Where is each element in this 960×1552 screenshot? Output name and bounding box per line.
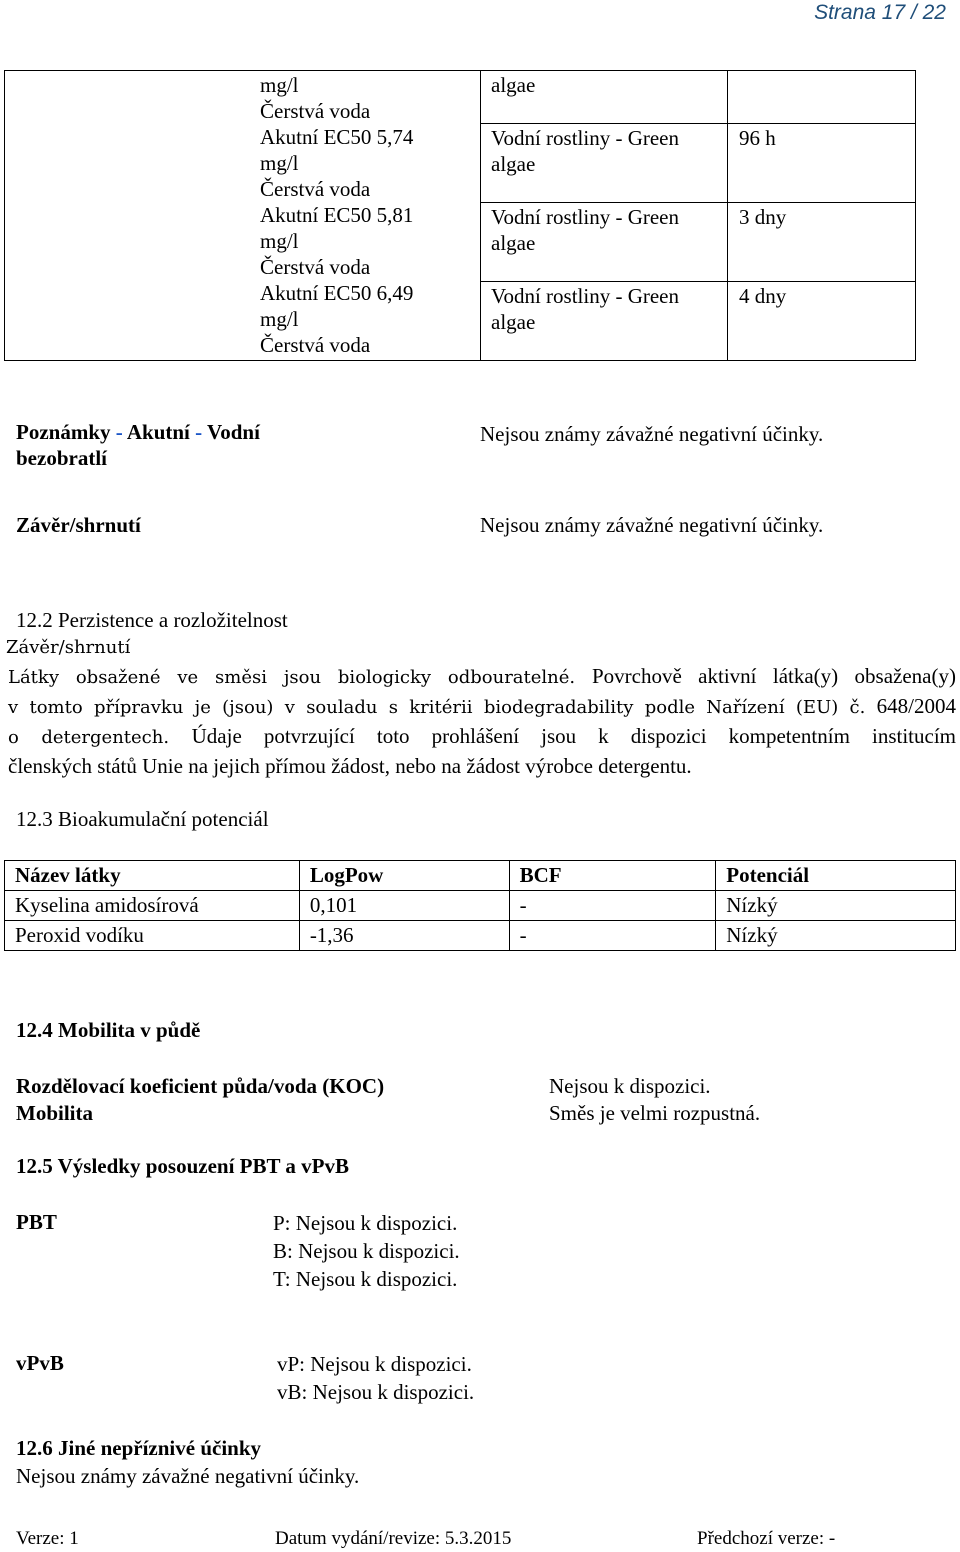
table-row-divider xyxy=(480,281,915,282)
vpvb-label: vPvB xyxy=(16,1351,64,1375)
section-12-2-paragraph xyxy=(8,662,956,781)
page-number: Strana 17 / 22 xyxy=(814,1,946,24)
paragraph-line: Látky obsažené ve směsi jsou biologicky odbouratelné. Povrchově aktivní látka(y) obsažena(y) xyxy=(8,664,956,688)
conclusion-value: Nejsou známy závažné negativní účinky. xyxy=(480,513,824,537)
conclusion-label: Závěr/shrnutí xyxy=(16,513,141,537)
table-cell-result: mg/l Čerstvá voda Akutní EC50 5,74 mg/l Čerstvá voda Akutní EC50 5,81 mg/l Čerstvá voda Akutní EC50 6,49 mg/l Čerstvá voda xyxy=(260,73,414,357)
mobility-labels: Rozdělovací koeficient půda/voda (KOC) Mobilita xyxy=(16,1074,385,1125)
section-12-6-title: 12.6 Jiné nepříznivé účinky xyxy=(16,1436,262,1460)
table-row: Kyselina amidosírová 0,101 - Nízký xyxy=(5,891,956,921)
notes-label: Poznámky - Akutní - Vodní bezobratlí xyxy=(16,420,260,470)
mobility-values: Nejsou k dispozici. Směs je velmi rozpustná. xyxy=(549,1074,761,1125)
column-header: Název látky xyxy=(5,861,300,891)
table-cell-species: Vodní rostliny - Green algae xyxy=(491,126,680,176)
table-cell-species: Vodní rostliny - Green algae xyxy=(491,284,680,334)
table-row-divider xyxy=(480,123,915,124)
bioaccumulation-table xyxy=(4,860,956,951)
table-cell-species: Vodní rostliny - Green algae xyxy=(491,205,680,255)
column-header: BCF xyxy=(509,861,716,891)
pbt-label: PBT xyxy=(16,1210,57,1234)
table-cell-exposure: 3 dny xyxy=(739,205,787,229)
table-cell-exposure: 96 h xyxy=(739,126,776,150)
section-12-4-title: 12.4 Mobilita v půdě xyxy=(16,1018,201,1042)
section-12-2-title: 12.2 Perzistence a rozložitelnost xyxy=(16,608,288,632)
column-header: Potenciál xyxy=(716,861,956,891)
table-cell-exposure: 4 dny xyxy=(739,284,787,308)
vpvb-values: vP: Nejsou k dispozici. vB: Nejsou k dispozici. xyxy=(277,1352,475,1404)
table-cell-species: algae xyxy=(491,73,536,97)
table-row: Peroxid vodíku -1,36 - Nízký xyxy=(5,921,956,951)
section-12-5-title: 12.5 Výsledky posouzení PBT a vPvB xyxy=(16,1154,349,1178)
table-column-divider xyxy=(727,71,728,360)
toxicity-table xyxy=(4,70,916,361)
pbt-values: P: Nejsou k dispozici. B: Nejsou k dispozici. T: Nejsou k dispozici. xyxy=(273,1211,460,1291)
paragraph-line: v tomto přípravku je (jsou) v souladu s kritérii biodegradability podle Nařízení (EU) č. 648/2004 xyxy=(8,694,956,718)
section-12-6-value: Nejsou známy závažné negativní účinky. xyxy=(16,1464,360,1488)
section-12-2-subtitle: Závěr/shrnutí xyxy=(6,637,131,658)
footer-date: Datum vydání/revize: 5.3.2015 xyxy=(275,1528,512,1549)
column-header: LogPow xyxy=(299,861,509,891)
table-column-divider xyxy=(480,71,481,360)
footer-version: Verze: 1 xyxy=(16,1528,79,1549)
table-header-row xyxy=(5,861,956,891)
footer-previous-version: Předchozí verze: - xyxy=(697,1528,836,1549)
notes-value: Nejsou známy závažné negativní účinky. xyxy=(480,422,824,446)
paragraph-line: členských států Unie na jejich přímou žádost, nebo na žádost výrobce detergentu. xyxy=(8,754,692,778)
section-12-3-title: 12.3 Bioakumulační potenciál xyxy=(16,807,269,831)
table-row-divider xyxy=(480,202,915,203)
paragraph-line: o detergentech. Údaje potvrzující toto prohlášení jsou k dispozici kompetentním institucím xyxy=(8,724,956,748)
